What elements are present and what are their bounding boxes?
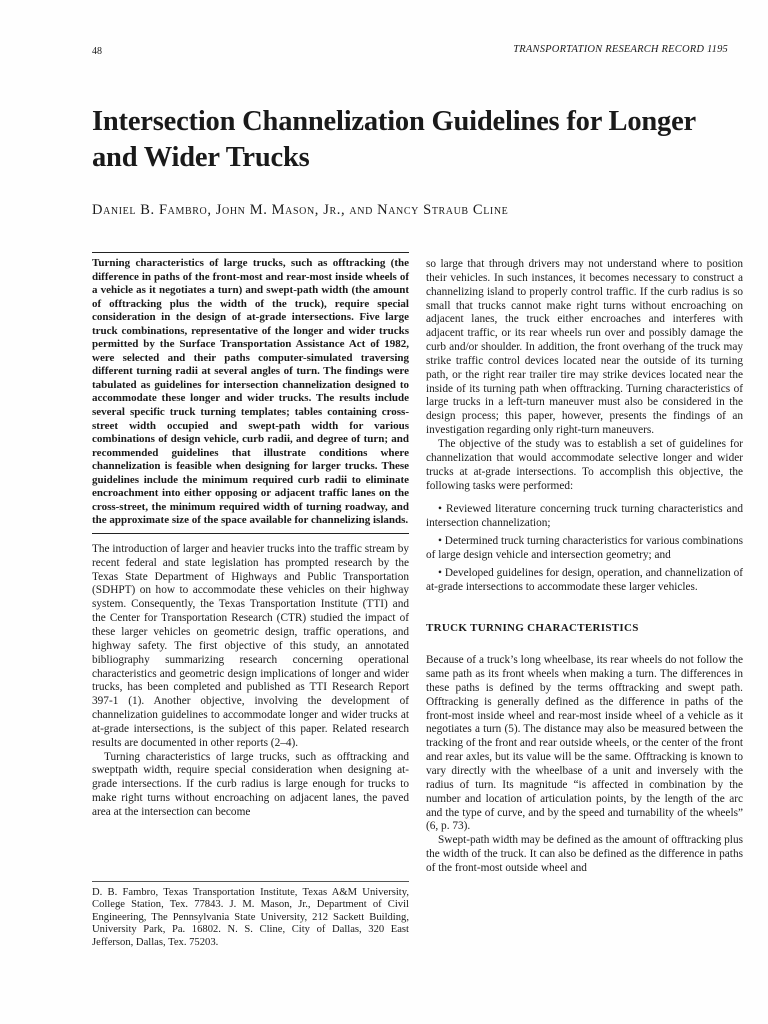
right-column bbox=[426, 258, 743, 876]
task-item: • Determined truck turning characteristics for various combinations of large design vehicle and intersection geometry; and bbox=[426, 535, 743, 561]
abstract-box bbox=[92, 252, 409, 534]
abstract-text: Turning characteristics of large trucks, such as offtracking (the difference in paths of the front-most and rear-most inside wheels of a vehicle as it negotiates a turn) and swept-path width (the amount of offtracking plus the width of the truck), require special consideration in the design of at-grade intersections. Five large truck combinations, representative of the longer and wider trucks permitted by the Surface Transportation Assistance Act of 1982, were selected and their paths computer-simulated traversing different turning radii at several angles of turn. The findings were tabulated as guidelines for intersection channelization designed to accommodate these longer and wider trucks. The results include several specific truck turning templates; tables containing cross-street width occupied and swept-path width for various combinations of design vehicle, curb radii, and degree of turn; and recommended guidelines that illustrate conditions where channelization is feasible when designing for larger trucks. These guidelines include the minimum required curb radii to eliminate encroachment into either opposing or adjacent traffic lanes on the cross-street, the minimum required width of turning roadway, and the approximate size of the space available for channelizing islands. bbox=[92, 257, 409, 527]
intro-paragraph-2: Turning characteristics of large trucks, such as offtracking and sweptpath width, require special consideration when designing at-grade intersections. If the curb radius is large enough for trucks to make right turns without encroaching on adjacent lanes, the paved area at the intersection can become bbox=[92, 750, 409, 818]
introduction bbox=[92, 543, 409, 820]
section-paragraph-1: Because of a truck’s long wheelbase, its rear wheels do not follow the same path as its front wheels when making a turn. The differences in these paths is defined by the terms offtracking and swept path. Offtracking is generally defined as the difference in paths of the front-most inside wheel and rear-most inside wheel of a vehicle as it negotiates a turn (5). The distance may also be measured between the tracking of the front and rear outside wheels, or the center of the front and rear axles, but its value will be the same. Offtracking is known to vary directly with the wheelbase of a unit and inversely with the radius of turn. Its magnitude “is affected in combination by the number and location of articulation points, by the length of the arc and the type of curve, and by the speed and turnability of the wheels” (6, p. 73). bbox=[426, 654, 743, 833]
task-item: • Reviewed literature concerning truck turning characteristics and intersection channelization; bbox=[426, 503, 743, 530]
author-line: Daniel B. Fambro, John M. Mason, Jr., and Nancy Straub Cline bbox=[92, 202, 509, 218]
intro-paragraph-1: The introduction of larger and heavier trucks into the traffic stream by recent federal and state legislation has prompted research by the Texas State Department of Highways and Public Transportation (SDHPT) on how to accommodate these vehicles on their highway system. Consequently, the Texas Transportation Institute (TTI) and the Center for Transportation Research (CTR) studied the impact of these larger vehicles on geometric design, traffic operations, and highway safety. The first objective of this study, an annotated bibliography summarizing research concerning operational characteristics and geometric design implications of longer and wider trucks, has been completed and published as TTI Research Report 397-1 (1). Another objective, involving the development of channelization guidelines to accommodate longer and wider trucks at at-grade intersections, is the subject of this paper. Related research results are documented in other reports (2–4). bbox=[92, 542, 409, 749]
author-affiliation-footnote bbox=[92, 881, 409, 949]
footnote-text: D. B. Fambro, Texas Transportation Institute, Texas A&M University, College Station, Tex. 77843. J. M. Mason, Jr., Department of Civil Engineering, The Pennsylvania State University, 212 Sackett Building, University Park, Pa. 16802. N. S. Cline, City of Dallas, 320 East Jefferson, Dallas, Tex. 75203. bbox=[92, 887, 409, 948]
body-paragraph-continued: so large that through drivers may not understand where to position their vehicles. In such instances, it becomes necessary to construct a channelizing island to properly control traffic. If the curb radius is so small that trucks cannot make right turns without encroaching on adjacent lanes, the truck either encroaches and interferes with adjacent traffic, or its rear wheels run over and possibly damage the curb and/or shoulder. In addition, the front overhang of the truck may strike traffic control devices located near the outside of its turning path, or the right rear trailer tire may strike devices located near the inside of its turning path when offtracking. Turning characteristics of large trucks in a left-turn maneuver must also be considered in the design process; this paper, however, presents the findings of an investigation regarding only right-turn maneuvers. bbox=[426, 258, 743, 437]
objective-paragraph: The objective of the study was to establish a set of guidelines for channelization that would accommodate selective longer and wider trucks at at-grade intersections. To accomplish this objective, the following tasks were performed: bbox=[426, 437, 743, 492]
running-head: TRANSPORTATION RESEARCH RECORD 1195 bbox=[513, 44, 728, 55]
task-item: • Developed guidelines for design, operation, and channelization of at-grade intersections to accommodate these larger vehicles. bbox=[426, 566, 743, 593]
article-title: Intersection Channelization Guidelines for Longer and Wider Trucks bbox=[92, 106, 696, 173]
task-list bbox=[426, 503, 743, 594]
left-column bbox=[92, 252, 409, 820]
section-paragraph-2: Swept-path width may be defined as the amount of offtracking plus the width of the truck. It can also be defined as the difference in paths of the front-most outside wheel and bbox=[426, 834, 743, 874]
section-heading: TRUCK TURNING CHARACTERISTICS bbox=[426, 622, 639, 635]
page-number: 48 bbox=[92, 46, 102, 57]
